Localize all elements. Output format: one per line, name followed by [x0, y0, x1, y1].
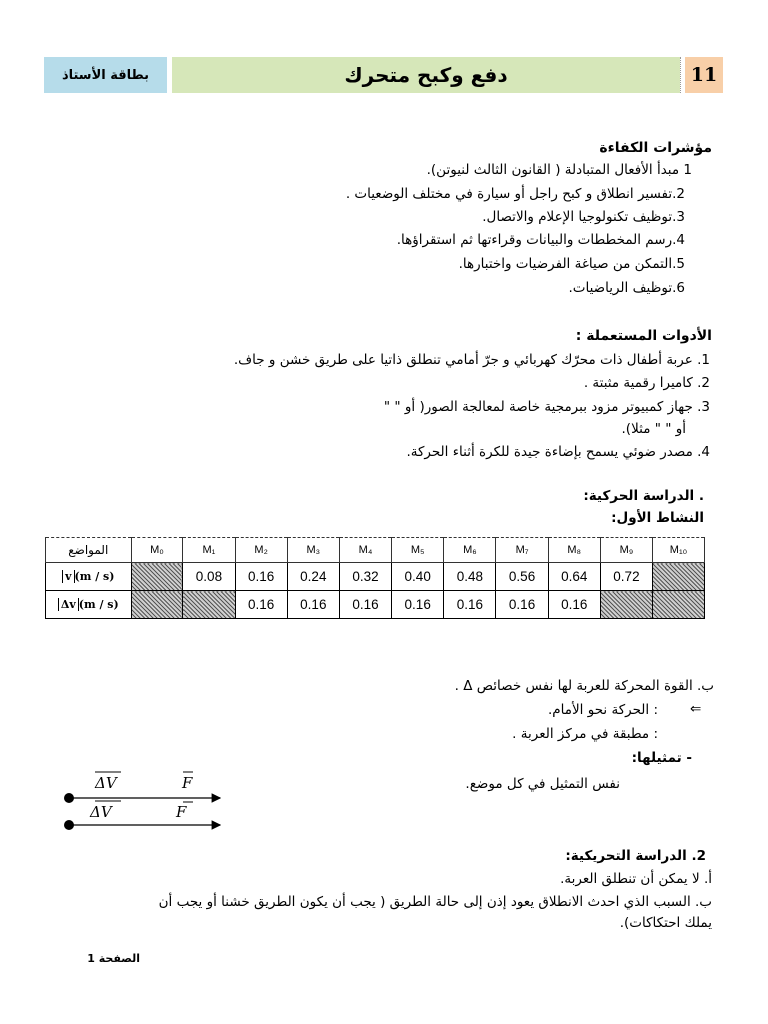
table-cell	[183, 591, 235, 619]
position-header: M₁	[183, 538, 235, 563]
position-header: M₈	[548, 538, 600, 563]
competency-item: 3.توظيف تكنولوجيا الإعلام والاتصال.	[482, 209, 685, 225]
velocity-table	[45, 537, 705, 619]
position-header: M₀	[131, 538, 183, 563]
tool-item: 3. جهاز كمبيوتر مزود ببرمجية خاصة لمعالجة الصور( أو " "	[383, 399, 710, 415]
table-cell: 0.16	[392, 591, 444, 619]
position-header: M₁₀	[653, 538, 705, 563]
delta-v-label: ΔV	[95, 774, 117, 792]
table-cell: 0.48	[444, 563, 496, 591]
tool-item: 1. عربة أطفال ذات محرّك كهربائي و جرّ أمامي تنطلق ذاتيا على طريق خشن و جاف.	[233, 352, 710, 368]
tool-item: أو " " مثلا).	[621, 421, 686, 437]
force-application-point: : مطبقة في مركز العربة .	[512, 726, 658, 742]
dynamic-line: أ. لا يمكن أن تنطلق العربة.	[560, 871, 712, 887]
position-header: M₄	[339, 538, 391, 563]
dynamic-study-title: 2. الدراسة التحريكية:	[565, 848, 706, 864]
position-header: M₃	[287, 538, 339, 563]
position-header: M₇	[496, 538, 548, 563]
table-corner-label: المواضع	[46, 538, 132, 563]
vector-row-top	[64, 772, 220, 803]
velocity-symbol: v	[62, 570, 74, 583]
force-label: F	[182, 774, 193, 792]
delta-velocity-row-label	[46, 591, 132, 619]
competency-item: 4.رسم المخططات والبيانات وقراءتها ثم استقراؤها.	[396, 232, 685, 248]
table-cell: 0.08	[183, 563, 235, 591]
table-cell: 0.16	[287, 591, 339, 619]
activity-title: النشاط الأول:	[611, 510, 704, 526]
table-cell: 0.16	[548, 591, 600, 619]
table-cell	[131, 563, 183, 591]
table-cell: 0.56	[496, 563, 548, 591]
vector-diagram	[55, 765, 235, 840]
position-header: M₆	[444, 538, 496, 563]
competency-item: 6.توظيف الرياضيات.	[568, 280, 685, 296]
table-row	[46, 591, 705, 619]
force-label: F	[176, 803, 187, 821]
page-number: الصفحة 1	[87, 952, 140, 965]
header-divider	[680, 57, 686, 93]
tool-item: 2. كاميرا رقمية مثبتة .	[583, 375, 710, 391]
delta-velocity-unit: (m / s)	[78, 598, 119, 611]
competencies-title: مؤشرات الكفاءة	[599, 140, 712, 156]
position-header: M₂	[235, 538, 287, 563]
page-title: دفع وكبح متحرك	[172, 57, 680, 93]
kinematic-study-title: . الدراسة الحركية:	[583, 488, 704, 504]
table-cell: 0.40	[392, 563, 444, 591]
table-cell: 0.16	[339, 591, 391, 619]
card-type-label: بطاقة الأستاذ	[44, 57, 167, 93]
dynamic-line: ب. السبب الذي احدث الانطلاق يعود إذن إلى حالة الطريق ( يجب أن يكون الطريق خشنا أو يجب أن	[158, 894, 712, 910]
card-number: 11	[685, 57, 723, 93]
position-header: M₅	[392, 538, 444, 563]
table-cell: 0.16	[235, 563, 287, 591]
competency-item: 1 مبدأ الأفعال المتبادلة ( القانون الثالث لنيوتن).	[426, 162, 692, 178]
representation-title: - تمثيلها:	[631, 750, 692, 766]
dynamic-line: يملك احتكاكات).	[619, 915, 712, 931]
table-row	[46, 563, 705, 591]
table-cell: 0.32	[339, 563, 391, 591]
force-direction: : الحركة نحو الأمام.	[547, 702, 658, 718]
tool-item: 4. مصدر ضوئي يسمح بإضاءة جيدة للكرة أثناء الحركة.	[406, 444, 710, 460]
table-cell: 0.16	[496, 591, 548, 619]
delta-velocity-symbol: Δv	[58, 598, 79, 611]
velocity-unit: (m / s)	[74, 570, 115, 583]
table-cell: 0.72	[600, 563, 652, 591]
table-cell	[653, 563, 705, 591]
table-cell	[653, 591, 705, 619]
competency-item: 2.تفسير انطلاق و كبح راجل أو سيارة في مختلف الوضعيات .	[345, 186, 685, 202]
table-cell	[131, 591, 183, 619]
implies-arrow-icon: ⇐	[690, 701, 702, 717]
table-cell: 0.24	[287, 563, 339, 591]
representation-text: نفس التمثيل في كل موضع.	[465, 776, 620, 792]
position-header: M₉	[600, 538, 652, 563]
table-cell: 0.16	[235, 591, 287, 619]
force-line: ب. القوة المحركة للعربة لها نفس خصائص Δ .	[454, 678, 714, 694]
velocity-row-label	[46, 563, 132, 591]
competency-item: 5.التمكن من صياغة الفرضيات واختبارها.	[458, 256, 685, 272]
delta-v-label: ΔV	[90, 803, 112, 821]
tools-title: الأدوات المستعملة :	[575, 328, 712, 344]
table-cell	[600, 591, 652, 619]
table-cell: 0.64	[548, 563, 600, 591]
table-cell: 0.16	[444, 591, 496, 619]
vector-row-bottom	[64, 801, 220, 830]
table-header-row	[46, 538, 705, 563]
